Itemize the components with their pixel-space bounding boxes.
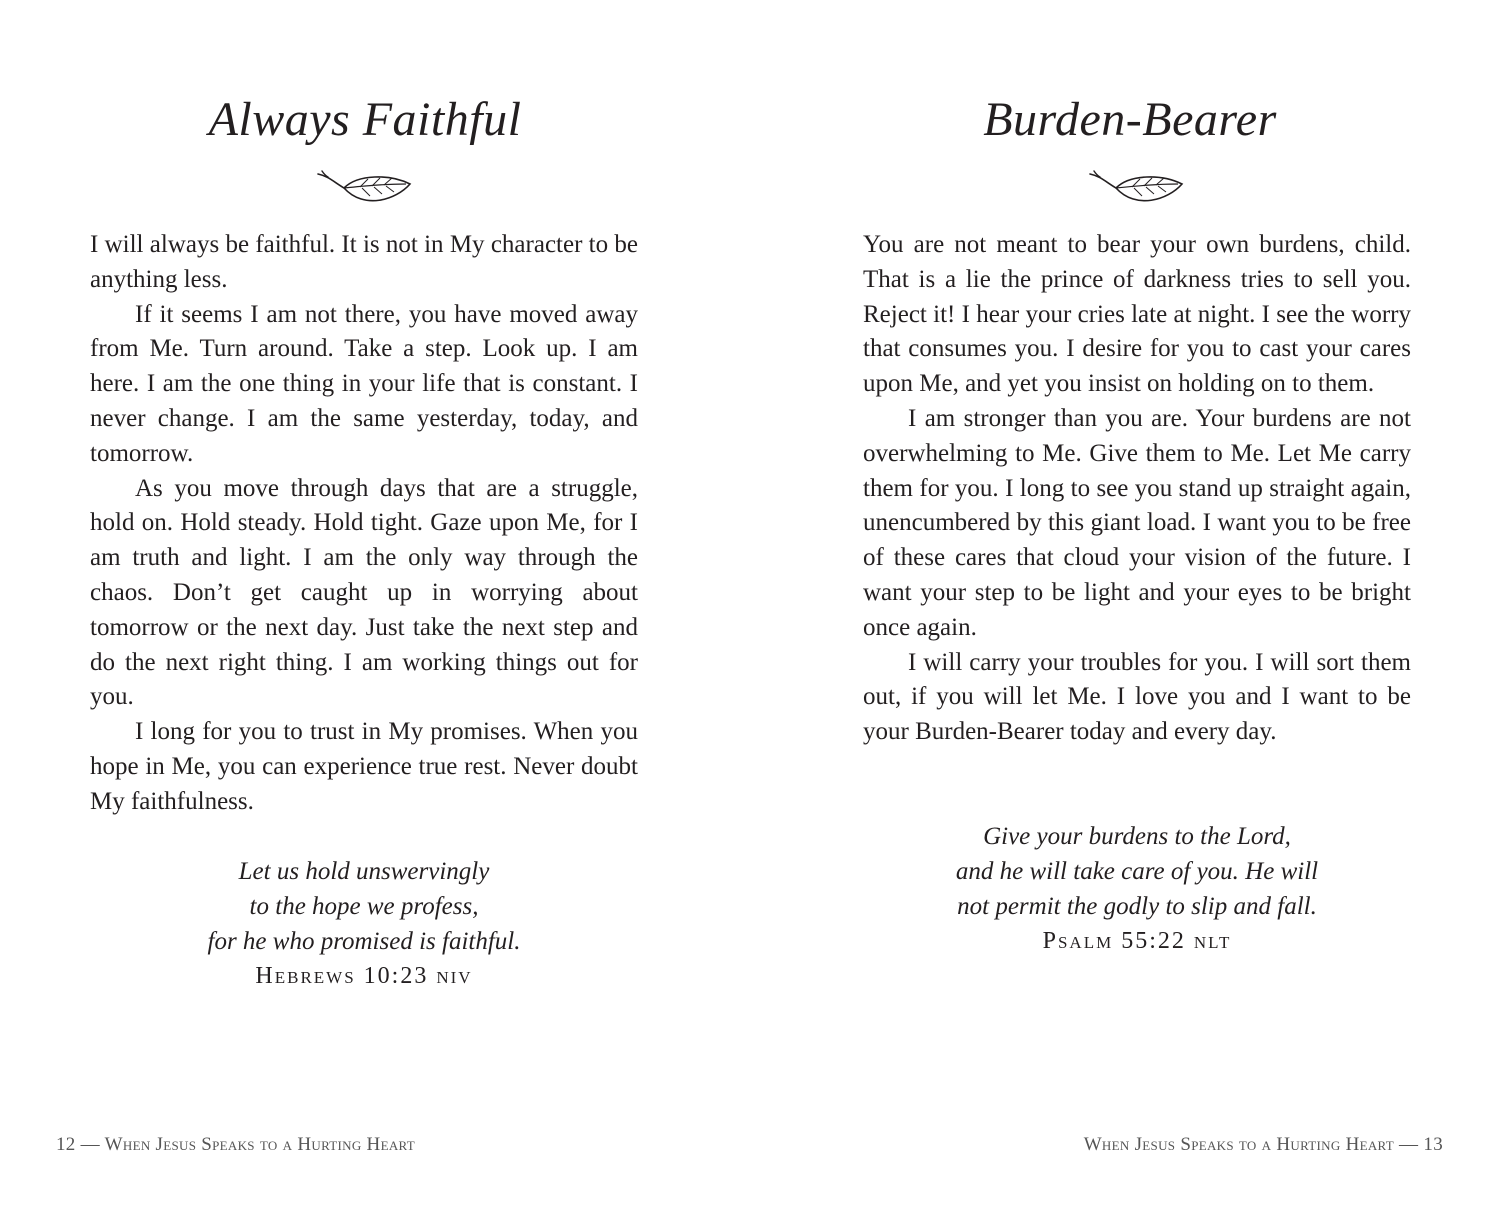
right-scripture-quote	[863, 820, 1411, 959]
left-body-text	[90, 228, 638, 820]
right-body-text	[863, 228, 1411, 750]
verse-reference: Hebrews 10:23 niv	[255, 963, 473, 990]
verse-line: Give your burdens to the Lord,	[983, 823, 1291, 850]
verse-line: Let us hold unswervingly	[238, 858, 490, 885]
verse-line: and he will take care of you. He will	[955, 857, 1319, 885]
left-page-title: Always Faithful	[208, 93, 522, 146]
paragraph: I will carry your troubles for you. I will sort them out, if you will let Me. I love you and I want to be your Burden-Bearer today and every day.	[863, 648, 1411, 746]
right-page	[750, 0, 1500, 1209]
verse-line: for he who promised is faithful.	[207, 927, 521, 955]
paragraph: I long for you to trust in My promises. When you hope in Me, you can experience true rest. Never doubt My faithfulness.	[90, 718, 638, 815]
paragraph: I am stronger than you are. Your burdens are not overwhelming to Me. Give them to Me. Let Me carry them for you. I long to see you stand up straight again, unencumbered by this giant load. I want you to be free of these cares that cloud your vision of the future. I want your step to be light and your eyes to be bright once again.	[863, 404, 1411, 641]
left-scripture-quote	[90, 855, 638, 994]
paragraph: You are not meant to bear your own burdens, child. That is a lie the prince of darkness tries to sell you. Reject it! I hear your cries late at night. I see the worry that consumes you. I desire for you to cast your cares upon Me, and yet you insist on holding on to them.	[863, 231, 1411, 398]
paragraph: If it seems I am not there, you have moved away from Me. Turn around. Take a step. Look up. I am here. I am the one thing in your life that is constant. I never change. I am the same yesterday, today, and tomorrow.	[90, 300, 638, 467]
right-page-footer: When Jesus Speaks to a Hurting Heart — 13	[1083, 1134, 1443, 1155]
leaf-icon	[1086, 168, 1186, 214]
paragraph: As you move through days that are a struggle, hold on. Hold steady. Hold tight. Gaze upon Me, for I am truth and light. I am the only way through the chaos. Don’t get caught up in worrying about tomorrow or the next day. Just take the next step and do the next right thing. I am working things out for you.	[90, 474, 638, 711]
verse-line: not permit the godly to slip and fall.	[957, 892, 1317, 920]
verse-line: to the hope we profess,	[249, 892, 479, 920]
paragraph: I will always be faithful. It is not in My character to be anything less.	[90, 231, 638, 293]
left-page-footer: 12 — When Jesus Speaks to a Hurting Heart	[56, 1134, 415, 1155]
leaf-icon	[314, 168, 414, 214]
verse-reference: Psalm 55:22 nlt	[1042, 928, 1232, 955]
right-page-title: Burden-Bearer	[983, 93, 1277, 146]
